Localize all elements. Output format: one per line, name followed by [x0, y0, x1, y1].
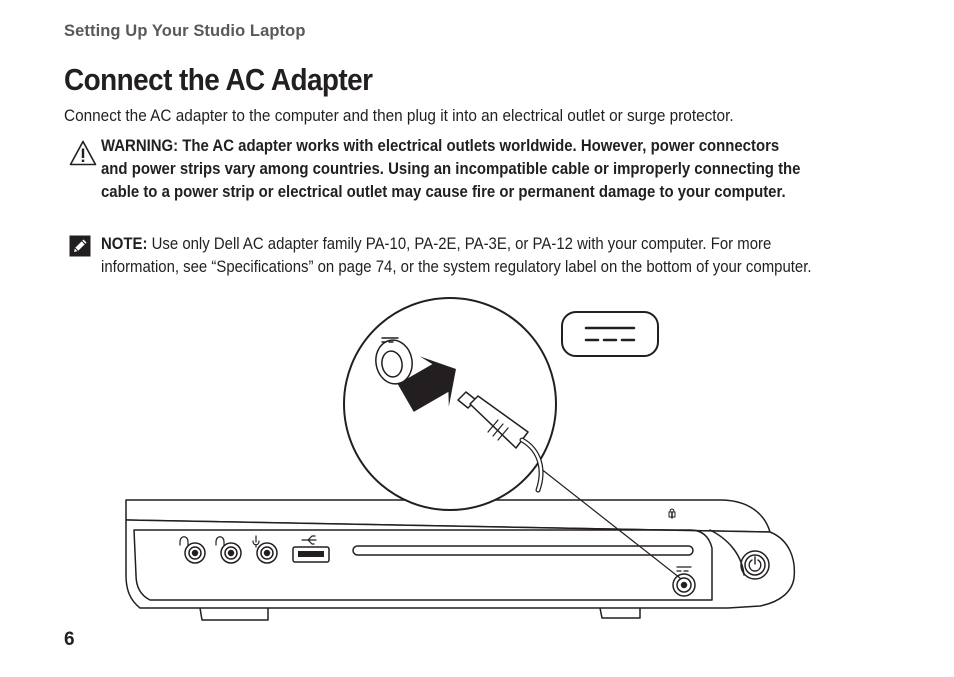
laptop-base — [126, 520, 794, 608]
dc-symbol-box — [562, 312, 658, 356]
page-title: Connect the AC Adapter — [64, 62, 373, 97]
page-number: 6 — [64, 629, 75, 650]
running-header: Setting Up Your Studio Laptop — [64, 22, 306, 40]
note-label: NOTE: — [101, 235, 148, 253]
warning-text: WARNING: The AC adapter works with electrical outlets worldwide. However, power connectors and power strips vary among countries. Using an incompatible cable or improperly connecting the cable to a power strip or electrical outlet may cause fire or permanent damage to your computer. — [101, 137, 801, 201]
zoom-callout-circle — [344, 298, 556, 510]
note-body: Use only Dell AC adapter family PA-10, PA-2E, PA-3E, or PA-12 with your computer. For more information, see “Specifications” on page 74, or the system regulatory label on the bottom of your computer. — [101, 235, 812, 276]
intro-paragraph: Connect the AC adapter to the computer and then plug it into an electrical outlet or surge protector. — [64, 107, 734, 125]
